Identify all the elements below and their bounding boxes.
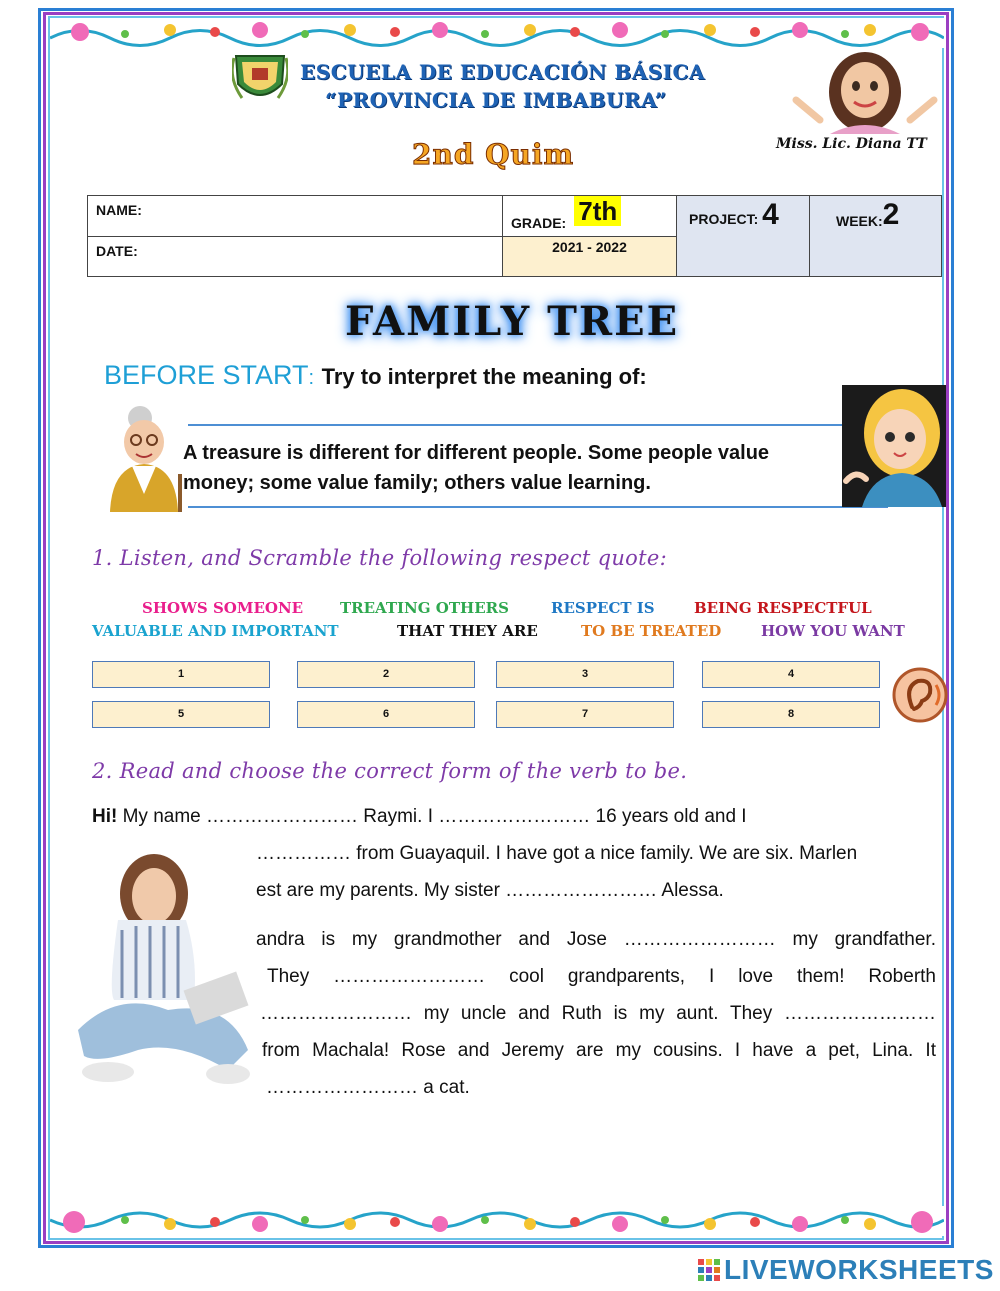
section-2-heading: 2. Read and choose the correct form of the verb to be. [92,759,688,783]
liveworksheets-logo[interactable] [698,1254,994,1286]
school-name-line-2: “PROVINCIA DE IMBABURA” [325,88,667,112]
phrase-shows-someone[interactable]: SHOWS SOMEONE [142,599,304,617]
project-label: PROJECT: [689,211,759,227]
phrase-respect-is[interactable]: RESPECT IS [551,599,655,617]
reading-line-6: …………………… my uncle and Ruth is my aunt. They …………………… [260,1003,936,1024]
liveworksheets-logo-icon [698,1259,720,1281]
reading-line-4: andra is my grandmother and Jose …………………… my grandfather. [256,929,936,950]
student-girl-illustration [78,850,250,1086]
term-title: 2nd Quim [412,138,575,171]
reading-line-5: They …………………… cool grandparents, I love them! Roberth [267,966,936,987]
phrase-valuable-and-important[interactable]: VALUABLE AND IMPORTANT [92,622,339,640]
phrase-how-you-want[interactable]: HOW YOU WANT [761,622,905,640]
worksheet-title: FAMILY TREE [345,298,680,345]
top-floral-border [50,18,944,48]
reading-greeting: Hi! [92,806,118,827]
answer-box-6[interactable]: 6 [297,701,475,728]
grade-label: GRADE: [511,215,567,231]
reading-line-3: est are my parents. My sister …………………… Alessa. [256,880,724,901]
answer-box-8[interactable]: 8 [702,701,880,728]
reading-line-7: from Machala! Rose and Jeremy are my cousins. I have a pet, Lina. It [262,1040,936,1061]
quote-line-2: money; some value family; others value learning. [183,472,651,494]
name-label: NAME: [96,202,142,218]
listen-audio-button[interactable] [892,667,948,723]
teacher-avatar [790,50,940,134]
school-year: 2021 - 2022 [503,237,676,276]
section-1-heading: 1. Listen, and Scramble the following respect quote: [92,546,667,570]
grade-cell [503,196,676,237]
student-info-table [87,195,942,277]
week-value: 2 [882,198,900,231]
teacher-caption: Miss. Lic. Diana TT [776,136,927,152]
quote-text [183,438,843,498]
answer-box-3[interactable]: 3 [496,661,674,688]
school-emblem-icon [232,48,288,108]
answer-box-7[interactable]: 7 [496,701,674,728]
reading-line-1-text: My name …………………… Raymi. I …………………… 16 years old and I [117,806,747,827]
project-cell [676,196,809,276]
before-start-heading [104,360,647,391]
school-name-line-1: ESCUELA DE EDUCACIÓN BÁSICA [300,60,705,84]
phrase-being-respectful[interactable]: BEING RESPECTFUL [694,599,872,617]
week-cell [809,196,941,276]
before-start-instruction: Try to interpret the meaning of: [321,364,647,389]
answer-box-5[interactable]: 5 [92,701,270,728]
grade-value: 7th [574,196,621,226]
before-start-colon: : [308,367,315,389]
phrase-that-they-are[interactable]: THAT THEY ARE [397,622,538,640]
answer-box-1[interactable]: 1 [92,661,270,688]
answer-box-4[interactable]: 4 [702,661,880,688]
liveworksheets-logo-text: LIVEWORKSHEETS [724,1254,994,1285]
project-value: 4 [762,198,779,231]
reading-line-8: …………………… a cat. [266,1077,470,1098]
phrase-treating-others[interactable]: TREATING OTHERS [340,599,509,617]
reading-line-1 [92,806,747,828]
ear-icon [892,667,948,723]
quote-line-1: A treasure is different for different people. Some people value [183,442,770,464]
date-label: DATE: [96,243,138,259]
date-cell[interactable] [88,237,503,276]
phrase-to-be-treated[interactable]: TO BE TREATED [581,622,722,640]
blonde-girl-illustration [842,385,946,507]
bottom-floral-border [50,1206,944,1236]
before-start-label: BEFORE START [104,360,309,390]
name-cell[interactable] [88,196,503,237]
answer-box-2[interactable]: 2 [297,661,475,688]
grandmother-illustration [92,404,196,512]
reading-line-2: …………… from Guayaquil. I have got a nice family. We are six. Marlen [256,843,858,864]
week-label: WEEK: [836,213,883,229]
